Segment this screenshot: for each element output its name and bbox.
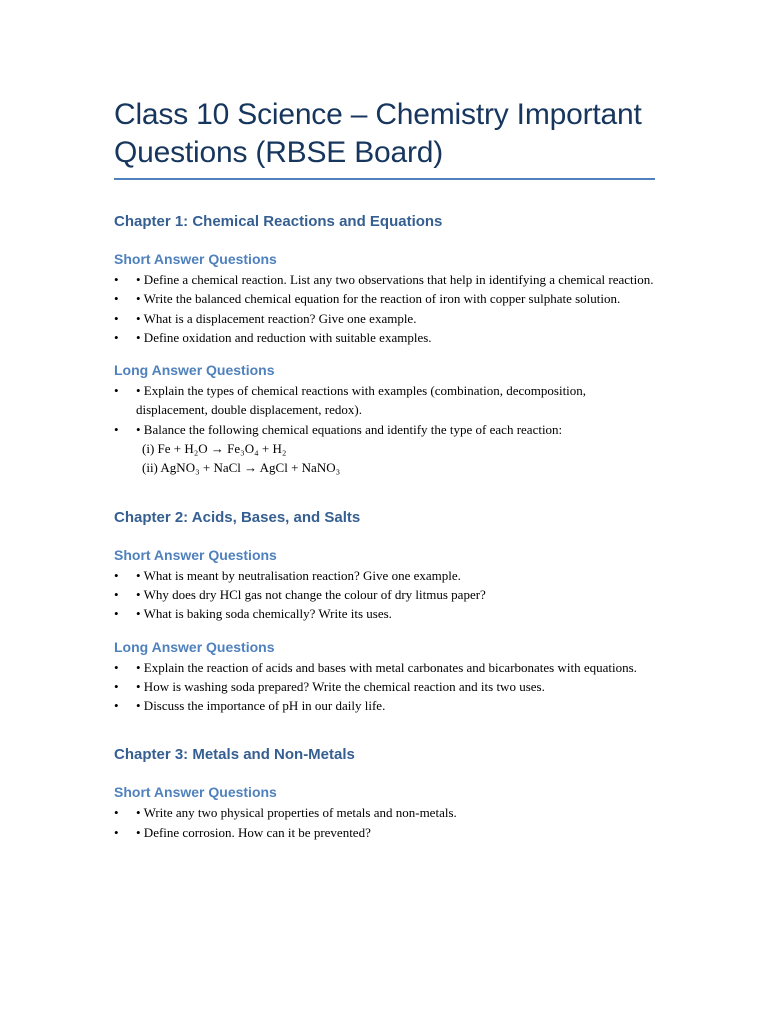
chapter-3-short-heading: Short Answer Questions — [114, 784, 277, 801]
list-item: • • What is meant by neutralisation reaction? Give one example. — [114, 566, 654, 585]
list-item: • • Explain the reaction of acids and bases with metal carbonates and bicarbonates with equations. — [114, 658, 654, 677]
chapter-1-heading: Chapter 1: Chemical Reactions and Equations — [114, 213, 443, 230]
equation-line: (i) Fe + H₂O → Fe₃O₄ + H₂ — [142, 441, 287, 457]
list-item: • • Write any two physical properties of metals and non-metals. — [114, 803, 654, 822]
bullet-icon: • — [114, 805, 119, 821]
bullet-icon: • — [114, 272, 119, 287]
bullet-icon: • — [114, 606, 119, 622]
chapter-1-long-list — [114, 381, 654, 477]
chapter-2-long-list — [114, 658, 654, 716]
chapter-3-short-list — [114, 803, 654, 842]
list-item: • • Define a chemical reaction. List any two observations that help in identifying a chemical reaction. — [114, 270, 654, 289]
chapter-2-heading: Chapter 2: Acids, Bases, and Salts — [114, 508, 361, 526]
list-item: • • Explain the types of chemical reactions with examples (combination, decomposition, displacement, double displacement, redox). — [114, 383, 587, 418]
bullet-icon: • — [114, 698, 119, 714]
bullet-icon: • — [114, 586, 119, 602]
list-item: • • Define corrosion. How can it be prevented? — [114, 823, 654, 842]
title-divider — [114, 178, 655, 180]
chapter-1-short-heading: Short Answer Questions — [114, 251, 277, 267]
bullet-icon: • — [114, 659, 119, 675]
chapter-1-long-heading: Long Answer Questions — [114, 362, 275, 379]
list-item: • • What is a displacement reaction? Give one example. — [114, 309, 654, 328]
bullet-icon: • — [114, 824, 119, 840]
bullet-icon: • — [114, 329, 119, 345]
chapter-2-short-heading: Short Answer Questions — [114, 546, 277, 563]
list-item: • • Why does dry HCl gas not change the colour of dry litmus paper? — [114, 585, 654, 604]
chapter-1-short-list — [114, 270, 654, 347]
equation-line: (ii) AgNO₃ + NaCl → AgCl + NaNO₃ — [142, 460, 341, 476]
bullet-icon: • — [114, 421, 119, 437]
bullet-icon: • — [114, 678, 119, 694]
list-item: • • Balance the following chemical equations and identify the type of each reaction: (i) Fe + H₂O → Fe₃O₄ + H₂ (ii) AgNO₃ + NaCl → AgCl + NaNO₃ — [114, 420, 654, 478]
bullet-icon: • — [114, 383, 119, 399]
list-item: • • How is washing soda prepared? Write the chemical reaction and its two uses. — [114, 677, 654, 696]
list-item: • • Define oxidation and reduction with suitable examples. — [114, 328, 654, 347]
list-item: • • What is baking soda chemically? Write its uses. — [114, 604, 654, 623]
chapter-2-short-list — [114, 566, 654, 624]
document-page — [114, 0, 654, 842]
chapter-3-heading: Chapter 3: Metals and Non-Metals — [114, 746, 355, 764]
list-item: • • Discuss the importance of pH in our daily life. — [114, 696, 654, 715]
document-title: Class 10 Science – Chemistry Important Questions (RBSE Board) — [114, 98, 642, 169]
bullet-icon: • — [114, 310, 119, 326]
bullet-icon: • — [114, 567, 119, 583]
bullet-icon: • — [114, 291, 119, 307]
list-item: • • Write the balanced chemical equation for the reaction of iron with copper sulphate solution. — [114, 289, 654, 308]
chapter-2-long-heading: Long Answer Questions — [114, 638, 275, 655]
